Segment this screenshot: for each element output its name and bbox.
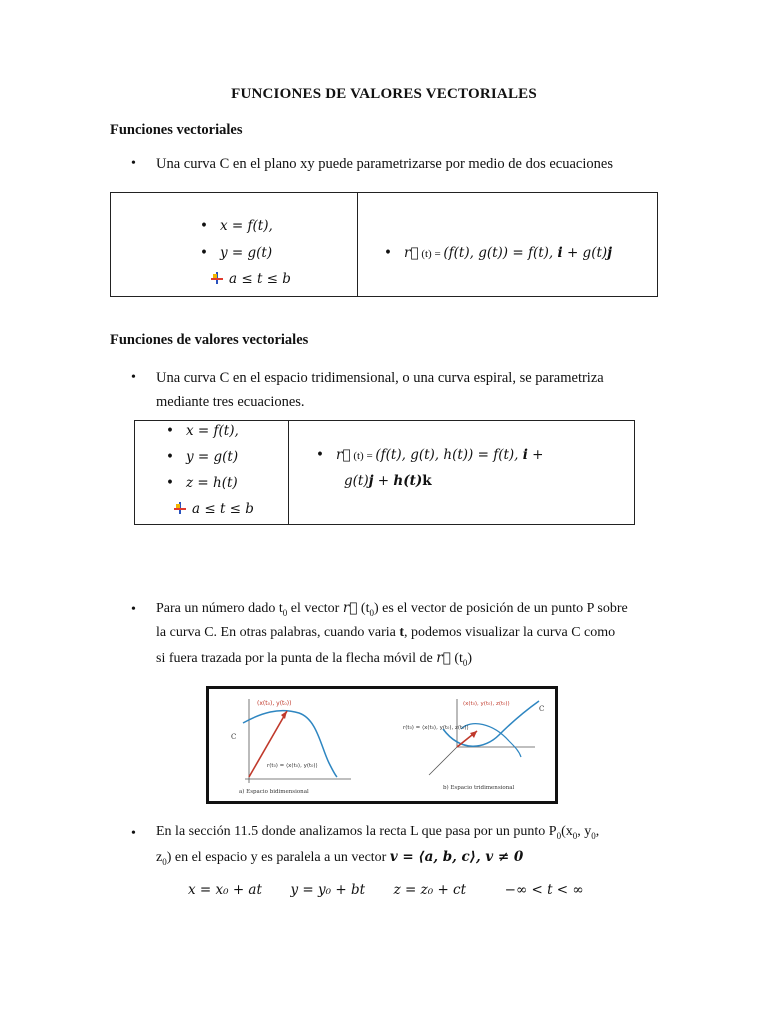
table2-row-z: • z = h(t) <box>166 475 238 491</box>
section-heading-funciones-valores: Funciones de valores vectoriales <box>110 332 309 348</box>
arrowhead-2d <box>281 711 287 719</box>
section4-line2: $z_0$) en el espacio y es paralela a un vector v = ⟨a, b, c⟩, v ≠ 0 <box>156 849 524 867</box>
section3-line1: Para un número dado $t_0$ el vector r⃗ $(t_0)$ es el vector de posición de un punto P sobre <box>156 600 628 618</box>
section2-bullet-line1: Una curva C en el espacio tridimensional, o una curva espiral, se parametriza <box>156 370 604 386</box>
section3-line3: si fuera trazada por la punta de la flecha móvil de r⃗ $(t_0)$ <box>156 650 473 668</box>
line-equations: x = x₀ + at y = y₀ + bt z = z₀ + ct −∞ < t < ∞ <box>188 882 584 898</box>
cross-marker-icon <box>174 502 186 514</box>
label-point-3d: (x(t₀), y(t₀), z(t₀)) <box>463 701 510 707</box>
table2-row-x: • x = f(t), <box>166 423 239 439</box>
label-point-2d: (x(t₀), y(t₀)) <box>257 700 292 707</box>
curve-figure <box>206 686 558 804</box>
table1-row-x: • x = f(t), <box>200 218 273 234</box>
cross-marker-icon <box>211 272 223 284</box>
axis-x-3d <box>429 747 457 775</box>
bullet: • <box>131 370 136 385</box>
bullet: • <box>131 156 136 171</box>
page-title: FUNCIONES DE VALORES VECTORIALES <box>231 86 537 102</box>
table1-row-range: a ≤ t ≤ b <box>211 271 291 287</box>
arrowhead-3d <box>470 731 477 738</box>
curve-figure-svg <box>209 689 555 801</box>
curve-3d-loop <box>461 724 521 757</box>
table2-row-y: • y = g(t) <box>166 449 239 465</box>
section2-bullet-line2: mediante tres ecuaciones. <box>156 394 305 410</box>
label-c-2d: C <box>231 733 237 741</box>
caption-2d: a) Espacio bidimensional <box>239 789 309 795</box>
section-heading-funciones-vectoriales: Funciones vectoriales <box>110 122 243 138</box>
bullet: • <box>131 602 136 617</box>
section3-line2: la curva C. En otras palabras, cuando varia t, podemos visualizar la curva C como <box>156 625 616 640</box>
table1-row-y: • y = g(t) <box>200 245 273 261</box>
table2-vector-expression-line1: • r⃗ (t) = (f(t), g(t), h(t)) = f(t), i + <box>316 447 544 463</box>
section4-line1: En la sección 11.5 donde analizamos la recta L que pasa por un punto $P_0(x_0$, $y_0$, <box>156 824 600 841</box>
caption-3d: b) Espacio tridimensional <box>443 785 515 791</box>
table2-vector-expression-line2: g(t)j + h(t)k <box>344 473 432 489</box>
table2-row-range: a ≤ t ≤ b <box>174 501 254 517</box>
table1-vector-expression: • r⃗ (t) = (f(t), g(t)) = f(t), i + g(t)j <box>384 245 613 261</box>
label-vector-2d: r(t₀) = ⟨x(t₀), y(t₀)⟩ <box>267 763 318 769</box>
label-vector-3d: r(t₀) = ⟨x(t₀), y(t₀), z(t₀)⟩ <box>403 725 469 731</box>
bullet: • <box>131 826 136 841</box>
label-c-3d: C <box>539 705 545 713</box>
section1-bullet-text: Una curva C en el plano xy puede parametrizarse por medio de dos ecuaciones <box>156 156 613 172</box>
